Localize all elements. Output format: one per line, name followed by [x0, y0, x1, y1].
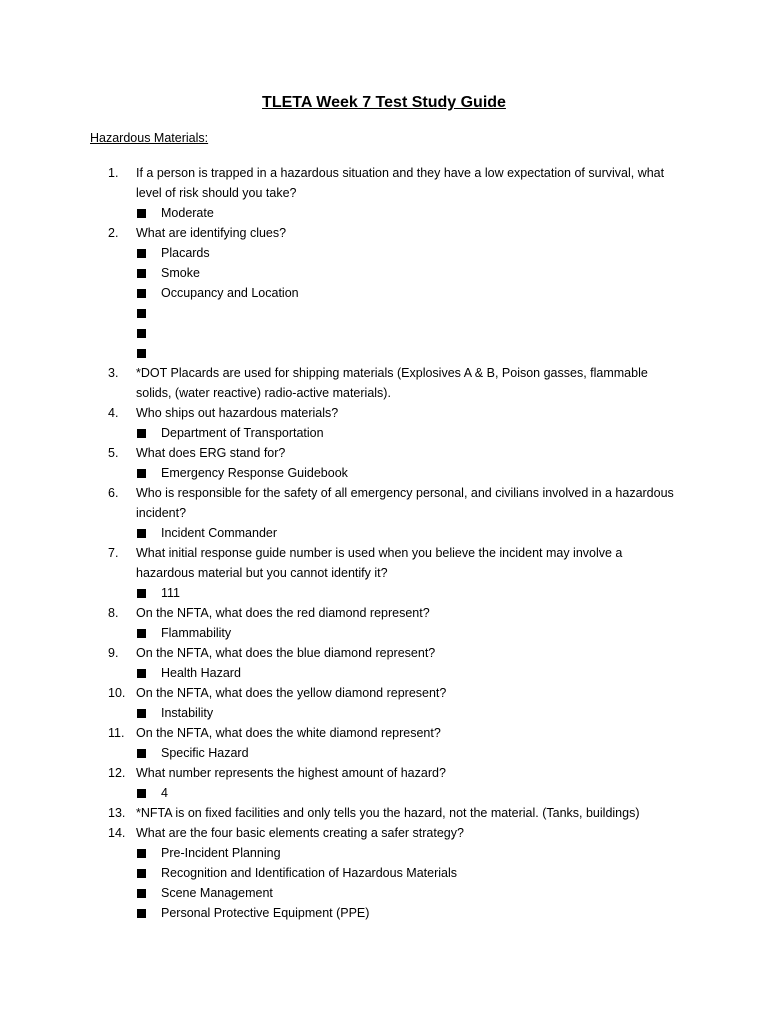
- square-bullet-icon: [137, 209, 146, 218]
- answer-item: [0, 463, 768, 483]
- answer-text: Flammability: [161, 626, 232, 640]
- square-bullet-icon: [137, 349, 146, 358]
- question-number: 13.: [108, 806, 126, 820]
- question-number: 14.: [108, 826, 126, 840]
- answer-text: Pre-Incident Planning: [161, 846, 281, 860]
- question-text: What are the four basic elements creating a safer strategy?: [136, 826, 464, 840]
- answer-item: [0, 203, 768, 223]
- question-text: Who ships out hazardous materials?: [136, 406, 339, 420]
- question-text: *DOT Placards are used for shipping materials (Explosives A & B, Poison gasses, flammable solids, (water reactive) radio-active materials).: [136, 366, 648, 400]
- question-number: 2.: [108, 226, 119, 240]
- square-bullet-icon: [137, 589, 146, 598]
- question-number: 11.: [108, 726, 125, 740]
- question-item: [0, 443, 768, 463]
- answer-item: [0, 283, 768, 303]
- answer-text: Smoke: [161, 266, 200, 280]
- answer-item: [0, 883, 768, 903]
- answer-item: [0, 863, 768, 883]
- page-title: TLETA Week 7 Test Study Guide: [262, 94, 506, 111]
- answer-item: [0, 423, 768, 443]
- answer-item: [0, 323, 768, 343]
- answer-text: Moderate: [161, 206, 214, 220]
- question-item: [0, 223, 768, 243]
- answer-text: Placards: [161, 246, 210, 260]
- answer-item: [0, 343, 768, 363]
- question-item: [0, 723, 768, 743]
- question-text: *NFTA is on fixed facilities and only tells you the hazard, not the material. (Tanks, buildings): [136, 806, 640, 820]
- answer-item: [0, 523, 768, 543]
- answer-item: [0, 263, 768, 283]
- question-item: [0, 683, 768, 703]
- question-number: 10.: [108, 686, 126, 700]
- question-text: Who is responsible for the safety of all emergency personal, and civilians involved in a hazardous incident?: [136, 486, 674, 520]
- answer-item: [0, 843, 768, 863]
- question-item: [0, 483, 768, 523]
- answer-text: Health Hazard: [161, 666, 241, 680]
- square-bullet-icon: [137, 909, 146, 918]
- square-bullet-icon: [137, 749, 146, 758]
- question-number: 1.: [108, 166, 119, 180]
- answer-item: [0, 303, 768, 323]
- question-text: What does ERG stand for?: [136, 446, 286, 460]
- question-item: [0, 543, 768, 583]
- square-bullet-icon: [137, 889, 146, 898]
- question-text: What number represents the highest amount of hazard?: [136, 766, 446, 780]
- question-text: On the NFTA, what does the blue diamond represent?: [136, 646, 436, 660]
- answer-text: 4: [161, 786, 168, 800]
- question-text: If a person is trapped in a hazardous situation and they have a low expectation of survival, what level of risk should you take?: [136, 166, 665, 200]
- section-heading: Hazardous Materials:: [90, 131, 209, 145]
- question-item: [0, 763, 768, 783]
- answer-text: Emergency Response Guidebook: [161, 466, 348, 480]
- answer-text: Department of Transportation: [161, 426, 324, 440]
- answer-text: 111: [161, 586, 181, 600]
- square-bullet-icon: [137, 529, 146, 538]
- question-item: [0, 403, 768, 423]
- answer-text: Incident Commander: [161, 526, 278, 540]
- question-item: [0, 803, 768, 823]
- answer-text: Instability: [161, 706, 214, 720]
- square-bullet-icon: [137, 869, 146, 878]
- question-number: 5.: [108, 446, 119, 460]
- question-number: 8.: [108, 606, 119, 620]
- question-item: [0, 163, 768, 203]
- question-item: [0, 603, 768, 623]
- question-text: On the NFTA, what does the yellow diamond represent?: [136, 686, 447, 700]
- square-bullet-icon: [137, 709, 146, 718]
- answer-item: [0, 663, 768, 683]
- answer-text: Specific Hazard: [161, 746, 249, 760]
- question-item: [0, 363, 768, 403]
- question-item: [0, 643, 768, 663]
- answer-item: [0, 903, 768, 923]
- question-number: 3.: [108, 366, 119, 380]
- answer-text: Scene Management: [161, 886, 273, 900]
- square-bullet-icon: [137, 289, 146, 298]
- square-bullet-icon: [137, 429, 146, 438]
- square-bullet-icon: [137, 309, 146, 318]
- question-item: [0, 823, 768, 843]
- question-number: 7.: [108, 546, 119, 560]
- answer-text: Occupancy and Location: [161, 286, 299, 300]
- square-bullet-icon: [137, 249, 146, 258]
- question-list: [0, 163, 768, 923]
- question-number: 9.: [108, 646, 119, 660]
- answer-text: Personal Protective Equipment (PPE): [161, 906, 370, 920]
- answer-item: [0, 703, 768, 723]
- question-text: On the NFTA, what does the white diamond represent?: [136, 726, 441, 740]
- answer-item: [0, 783, 768, 803]
- square-bullet-icon: [137, 629, 146, 638]
- question-text: What initial response guide number is used when you believe the incident may involve a hazardous material but you cannot identify it?: [136, 546, 623, 580]
- answer-text: Recognition and Identification of Hazardous Materials: [161, 866, 458, 880]
- square-bullet-icon: [137, 849, 146, 858]
- square-bullet-icon: [137, 269, 146, 278]
- square-bullet-icon: [137, 669, 146, 678]
- square-bullet-icon: [137, 329, 146, 338]
- question-number: 12.: [108, 766, 126, 780]
- question-number: 6.: [108, 486, 119, 500]
- answer-item: [0, 583, 768, 603]
- question-text: On the NFTA, what does the red diamond represent?: [136, 606, 430, 620]
- question-text: What are identifying clues?: [136, 226, 287, 240]
- question-number: 4.: [108, 406, 119, 420]
- square-bullet-icon: [137, 469, 146, 478]
- answer-item: [0, 623, 768, 643]
- square-bullet-icon: [137, 789, 146, 798]
- answer-item: [0, 243, 768, 263]
- answer-item: [0, 743, 768, 763]
